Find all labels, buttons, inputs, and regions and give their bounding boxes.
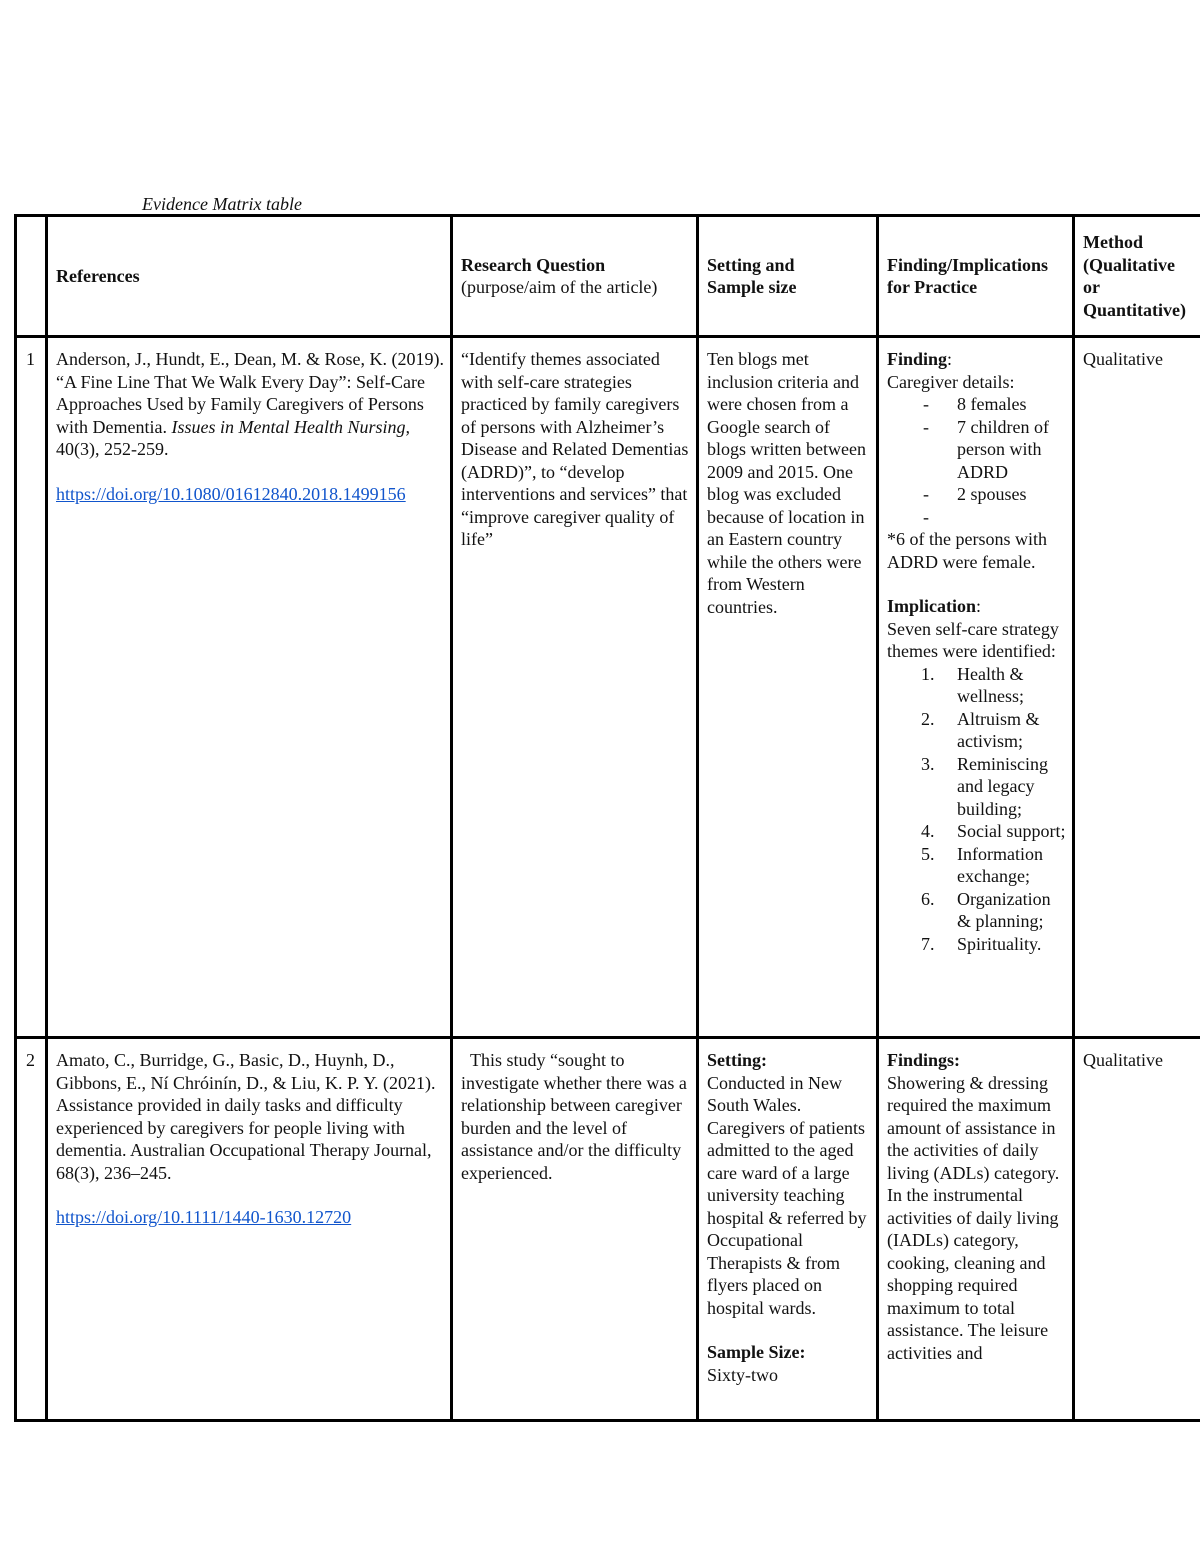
header-setting: [698, 216, 878, 337]
list-item: - 7 children of person with ADRD: [923, 416, 1049, 482]
list-item: 6. Organization & planning;: [921, 888, 1051, 931]
reference-authors-title: Anderson, J., Hundt, E., Dean, M. & Rose, K. (2019). “A Fine Line That We Walk Every Day”: Self-Care Approaches Used by Family Caregivers of Persons with Dementia.: [56, 349, 444, 437]
reference-citation: [56, 348, 444, 461]
caregiver-details-list: [887, 393, 1066, 528]
list-item: - 8 females: [923, 394, 1027, 414]
research-question-cell: “Identify themes associated with self-care strategies practiced by family caregivers of persons with Alzheimer’s Disease and Related Dementias (ADRD)”, to “develop interventions and services” that “improve caregiver quality of life”: [452, 337, 698, 1038]
doi-link[interactable]: https://doi.org/10.1080/01612840.2018.1499156: [56, 483, 406, 504]
list-item: 2. Altruism & activism;: [921, 708, 1040, 751]
implication-intro: Seven self-care strategy themes were identified:: [887, 618, 1059, 661]
list-item: 5. Information exchange;: [921, 843, 1043, 886]
header-research-question-label: Research Question: [461, 254, 606, 275]
finding-intro: Caregiver details:: [887, 371, 1015, 392]
findings-text: Showering & dressing required the maximum amount of assistance in the activities of daily living (ADLs) category. In the instrumental activities of daily living (IADLs) category, cooking, cleaning and shopping required maximum to total assistance. The leisure activities and: [887, 1072, 1060, 1363]
finding-note: *6 of the persons with ADRD were female.: [887, 529, 1047, 572]
setting-label: Setting:: [707, 1050, 767, 1070]
research-question-cell: This study “sought to investigate whether there was a relationship between caregiver burden and the level of assistance and/or the difficulty experienced.: [452, 1038, 698, 1421]
sample-size-label: Sample Size:: [707, 1342, 806, 1362]
table-caption: Evidence Matrix table: [142, 194, 302, 214]
table-row: [16, 337, 1200, 1038]
header-references: [47, 216, 452, 337]
header-research-question-sub: (purpose/aim of the article): [461, 277, 658, 297]
implication-heading: Implication:: [887, 596, 982, 616]
doi-link[interactable]: https://doi.org/10.1111/1440-1630.12720: [56, 1207, 352, 1227]
row-number: 1: [16, 337, 47, 1038]
list-item: 3. Reminiscing and legacy building;: [921, 753, 1048, 819]
header-setting-line1: Setting and: [707, 254, 795, 275]
reference-volume: 40(3), 252-259.: [56, 439, 169, 459]
finding-heading: Finding:: [887, 349, 953, 369]
list-item: 1. Health & wellness;: [921, 663, 1024, 706]
header-method-line3: or: [1083, 277, 1100, 297]
list-item: 7. Spirituality.: [921, 933, 1042, 954]
setting-cell: [698, 1038, 878, 1421]
implication-label: Implication: [887, 596, 977, 616]
findings-label: Findings:: [887, 1050, 961, 1070]
header-research-question: [452, 216, 698, 337]
themes-list: [887, 663, 1066, 956]
header-method-line1: Method: [1083, 232, 1143, 252]
header-finding: [878, 216, 1074, 337]
header-setting-line2: Sample size: [707, 277, 797, 297]
finding-cell: [878, 1038, 1074, 1421]
reference-cell: [47, 1038, 452, 1421]
header-row: [16, 216, 1200, 337]
header-method: [1074, 216, 1200, 337]
list-item: - 2 spouses: [923, 484, 1027, 504]
header-method-line2: (Qualitative: [1083, 254, 1175, 275]
finding-label: Finding: [887, 349, 948, 369]
reference-cell: [47, 337, 452, 1038]
header-method-line4: Quantitative): [1083, 299, 1186, 320]
list-item: 4. Social support;: [921, 821, 1066, 841]
header-finding-label: Finding/Implications for Practice: [887, 254, 1049, 297]
header-references-label: References: [56, 265, 140, 286]
header-number-cell: [16, 216, 47, 337]
setting-cell: Ten blogs met inclusion criteria and were chosen from a Google search of blogs written between 2009 and 2015. One blog was excluded because of location in an Eastern country while the others were from Western countries.: [698, 337, 878, 1038]
setting-text: Conducted in New South Wales. Caregivers of patients admitted to the aged care ward of a large university teaching hospital & referred by Occupational Therapists & from flyers placed on hospital wards.: [707, 1072, 867, 1318]
row-number: 2: [16, 1038, 47, 1421]
reference-journal: Issues in Mental Health Nursing,: [171, 416, 410, 437]
method-cell: Qualitative: [1074, 1038, 1200, 1421]
reference-citation: Amato, C., Burridge, G., Basic, D., Huynh, D., Gibbons, E., Ní Chróinín, D., & Liu, K. P. Y. (2021). Assistance provided in daily tasks and difficulty experienced by caregivers for people living with dementia. Australian Occupational Therapy Journal, 68(3), 236–245.: [56, 1050, 436, 1183]
method-cell: Qualitative: [1074, 337, 1200, 1038]
table-row: [16, 1038, 1200, 1421]
finding-cell: [878, 337, 1074, 1038]
sample-size-text: Sixty-two: [707, 1364, 779, 1385]
evidence-matrix-table: [14, 214, 1200, 1422]
list-item: -: [923, 506, 929, 527]
